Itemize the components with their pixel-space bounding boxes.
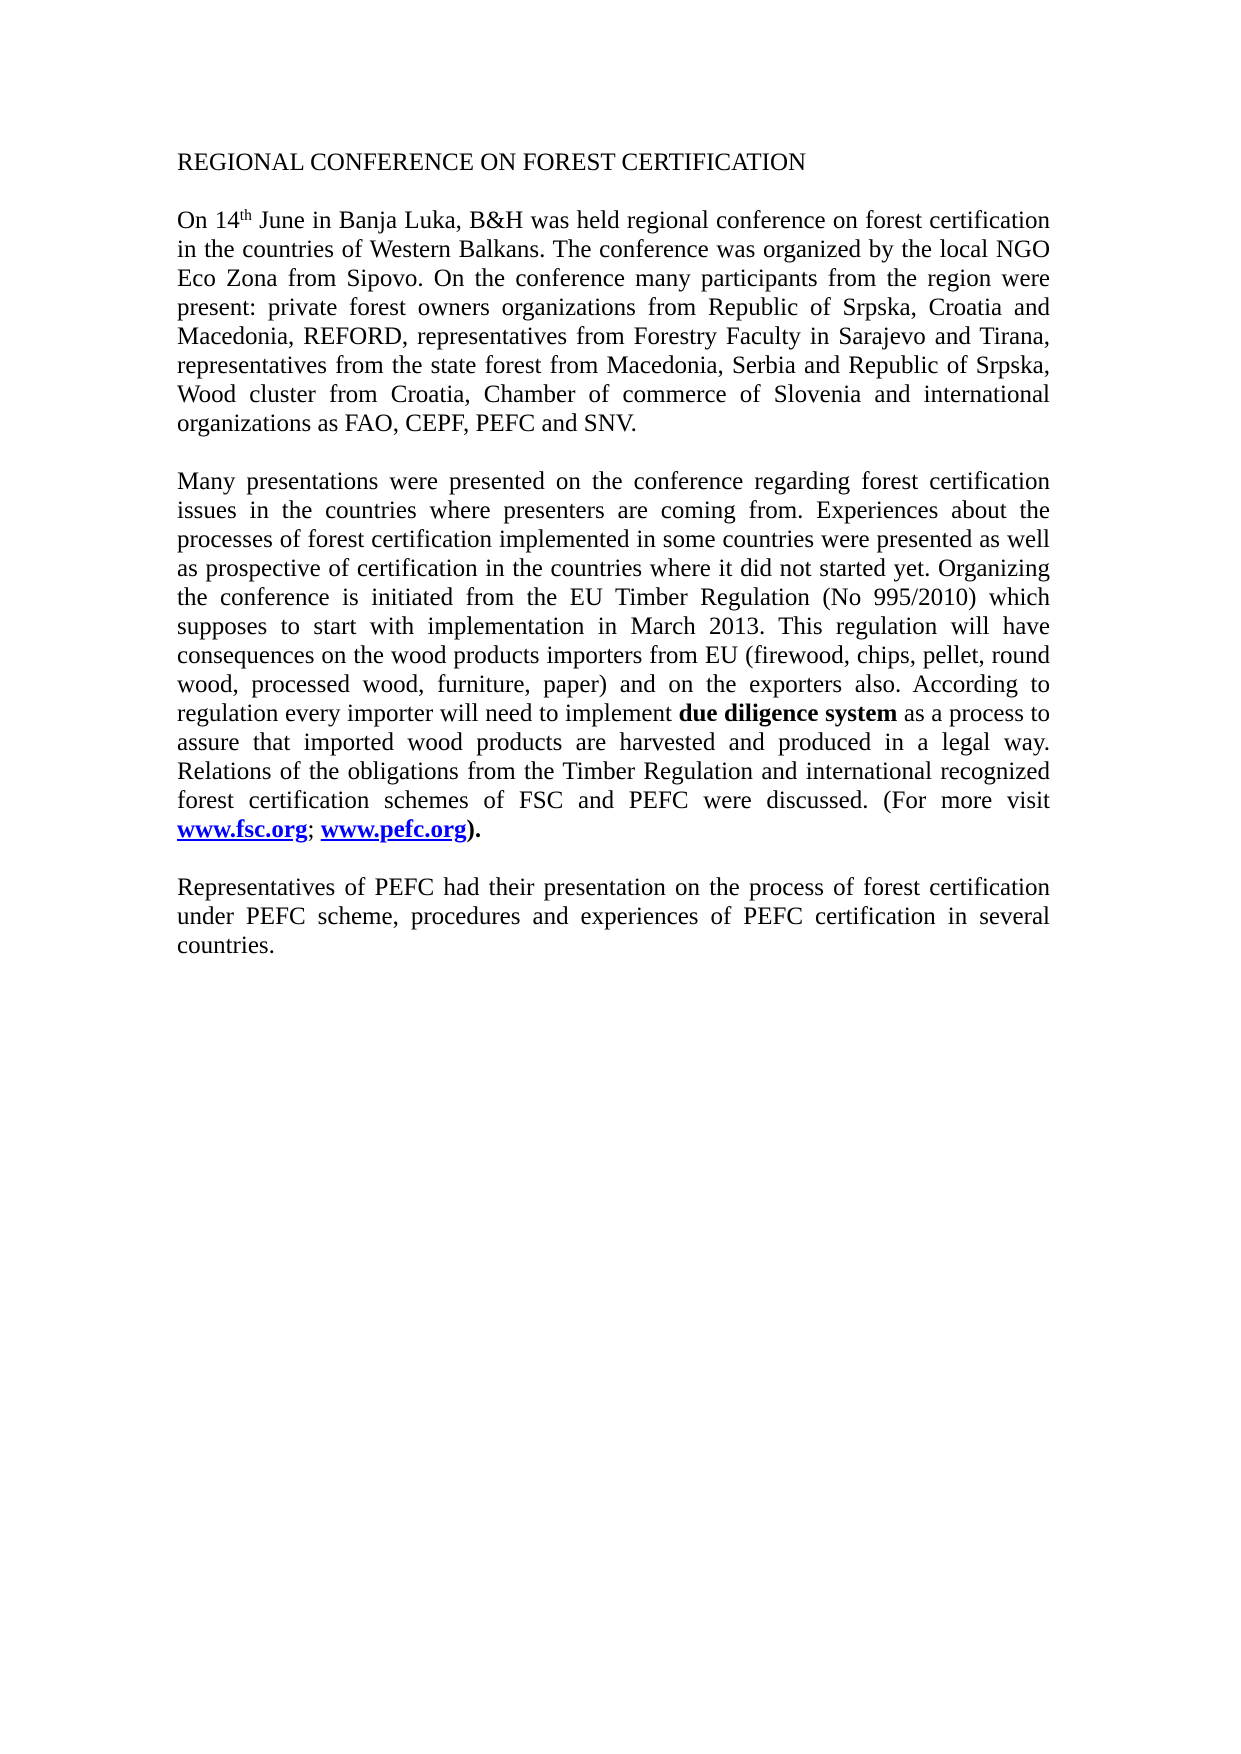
bold-text: ). (466, 816, 482, 843)
superscript-text: th (239, 207, 252, 225)
paragraph-conference-intro (177, 206, 1050, 438)
bold-text: due diligence system (678, 700, 898, 727)
text-run: Many presentations were presented on the conference regarding forest certification issues in the countries where presenters are coming from. Experiences about the processes of forest certification implemented in some countries were presented as well as prospective of certification in the countries where it did not started yet. Organizing the conference is initiated from the EU Timber Regulation (No 995/2010) which supposes to start with implementation in March 2013. This regulation will have consequences on the wood products importers from EU (firewood, chips, pellet, round wood, processed wood, furniture, paper) and on the exporters also. According to regulation every importer will need to implement (177, 468, 1050, 727)
text-run: Representatives of PEFC had their presentation on the process of forest certification under PEFC scheme, procedures and experiences of PEFC certification in several countries. (177, 874, 1050, 959)
paragraph-presentations-regulation (177, 467, 1050, 844)
document-title: REGIONAL CONFERENCE ON FOREST CERTIFICATION (177, 149, 807, 176)
text-run: ; (307, 816, 321, 843)
document-body (177, 206, 1050, 960)
text-run: On 14 (177, 207, 240, 234)
document-content (177, 148, 1050, 989)
link-www-pefc-org[interactable]: www.pefc.org (320, 816, 467, 843)
text-run: as a process to assure that imported wood products are harvested and produced in a legal way. Relations of the obligations from the Timber Regulation and international recognized forest certification schemes of FSC and PEFC were discussed. (For more visit (177, 700, 1051, 814)
link-www-fsc-org[interactable]: www.fsc.org (177, 816, 308, 843)
text-run: June in Banja Luka, B&H was held regional conference on forest certification in the countries of Western Balkans. The conference was organized by the local NGO Eco Zona from Sipovo. On the conference many participants from the region were present: private forest owners organizations from Republic of Srpska, Croatia and Macedonia, REFORD, representatives from Forestry Faculty in Sarajevo and Tirana, representatives from the state forest from Macedonia, Serbia and Republic of Srpska, Wood cluster from Croatia, Chamber of commerce of Slovenia and international organizations as FAO, CEPF, PEFC and SNV. (177, 207, 1050, 437)
paragraph-pefc-representatives (177, 873, 1050, 960)
